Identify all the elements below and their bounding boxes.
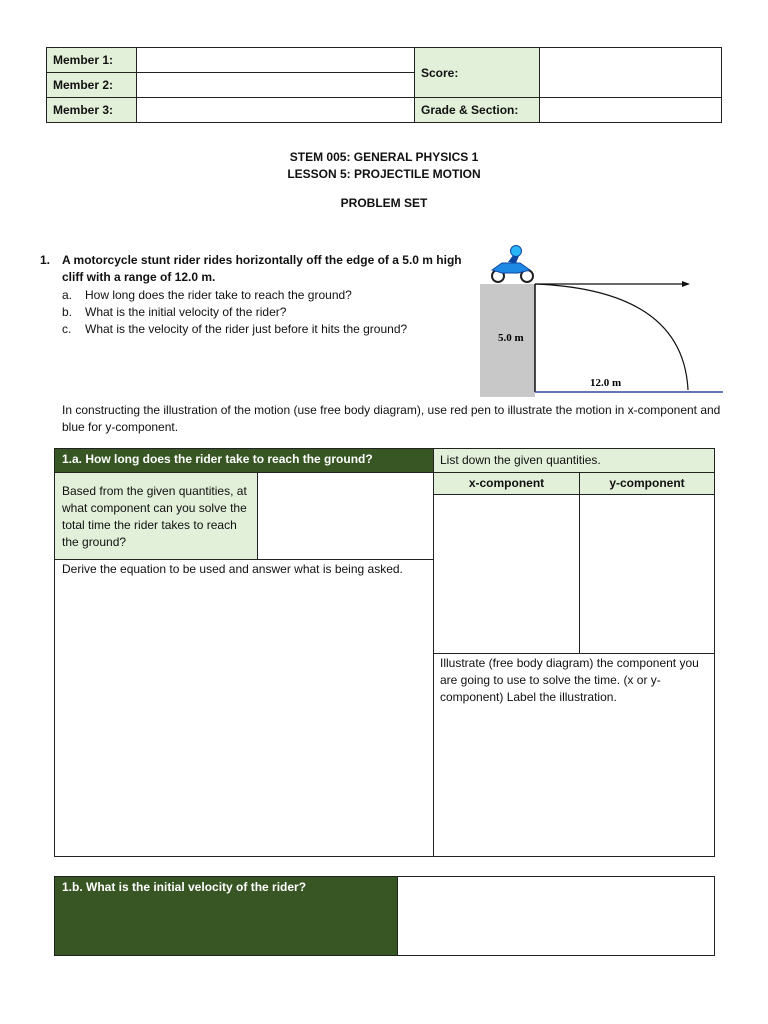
- member-table: [46, 47, 722, 123]
- grade-section-field[interactable]: [540, 98, 722, 123]
- section-1b-heading: 1.b. What is the initial velocity of the rider?: [54, 876, 398, 956]
- range-label: 12.0 m: [590, 377, 622, 389]
- member3-field[interactable]: [137, 98, 415, 123]
- problem-set-title: PROBLEM SET: [340, 196, 428, 210]
- illustrate-box[interactable]: [433, 653, 715, 857]
- problem-text: A motorcycle stunt rider rides horizontally off the edge of a 5.0 m high cliff with a range of 12.0 m.: [62, 253, 462, 284]
- derive-prompt: Derive the equation to be used and answer what is being asked.: [62, 562, 403, 576]
- given-quantities-heading: List down the given quantities.: [433, 448, 715, 473]
- derive-box[interactable]: [54, 559, 434, 857]
- sub-questions: [62, 287, 407, 338]
- score-label: Score:: [415, 48, 540, 98]
- lesson-title: LESSON 5: PROJECTILE MOTION: [287, 167, 481, 181]
- projectile-figure: [478, 240, 728, 400]
- sub-question-a: a. How long does the rider take to reach the ground?: [62, 288, 352, 302]
- x-component-header: x-component: [433, 472, 580, 495]
- illustrate-prompt: Illustrate (free body diagram) the component you are going to use to solve the time. (x or y-component) Label the illustration.: [440, 656, 699, 704]
- trajectory-path: [535, 284, 688, 390]
- course-title: STEM 005: GENERAL PHYSICS 1: [289, 150, 479, 164]
- member2-field[interactable]: [137, 73, 415, 98]
- instruction-text: In constructing the illustration of the motion (use free body diagram), use red pen to illustrate the motion in x-component and blue for y-component.: [62, 403, 721, 434]
- grade-section-label: Grade & Section:: [415, 98, 540, 123]
- component-answer-field[interactable]: [257, 472, 434, 560]
- component-prompt: Based from the given quantities, at what component can you solve the total time the rider takes to reach the ground?: [54, 472, 258, 560]
- section-1a-heading: 1.a. How long does the rider take to reach the ground?: [54, 448, 434, 473]
- y-component-header: y-component: [579, 472, 715, 495]
- height-label: 5.0 m: [498, 332, 524, 344]
- member1-field[interactable]: [137, 48, 415, 73]
- problem-statement: [40, 252, 480, 286]
- motorcycle-icon: [492, 246, 533, 283]
- arrow-head-icon: [682, 281, 690, 287]
- x-component-field[interactable]: [433, 494, 580, 654]
- sub-question-c: c. What is the velocity of the rider just before it hits the ground?: [62, 322, 408, 336]
- problem-number: 1.: [40, 253, 51, 267]
- sub-question-b: b. What is the initial velocity of the rider?: [62, 305, 287, 319]
- score-field[interactable]: [540, 48, 722, 98]
- section-1b-answer-field[interactable]: [397, 876, 715, 956]
- y-component-field[interactable]: [579, 494, 715, 654]
- member1-label: Member 1:: [47, 48, 137, 73]
- member2-label: Member 2:: [47, 73, 137, 98]
- member3-label: Member 3:: [47, 98, 137, 123]
